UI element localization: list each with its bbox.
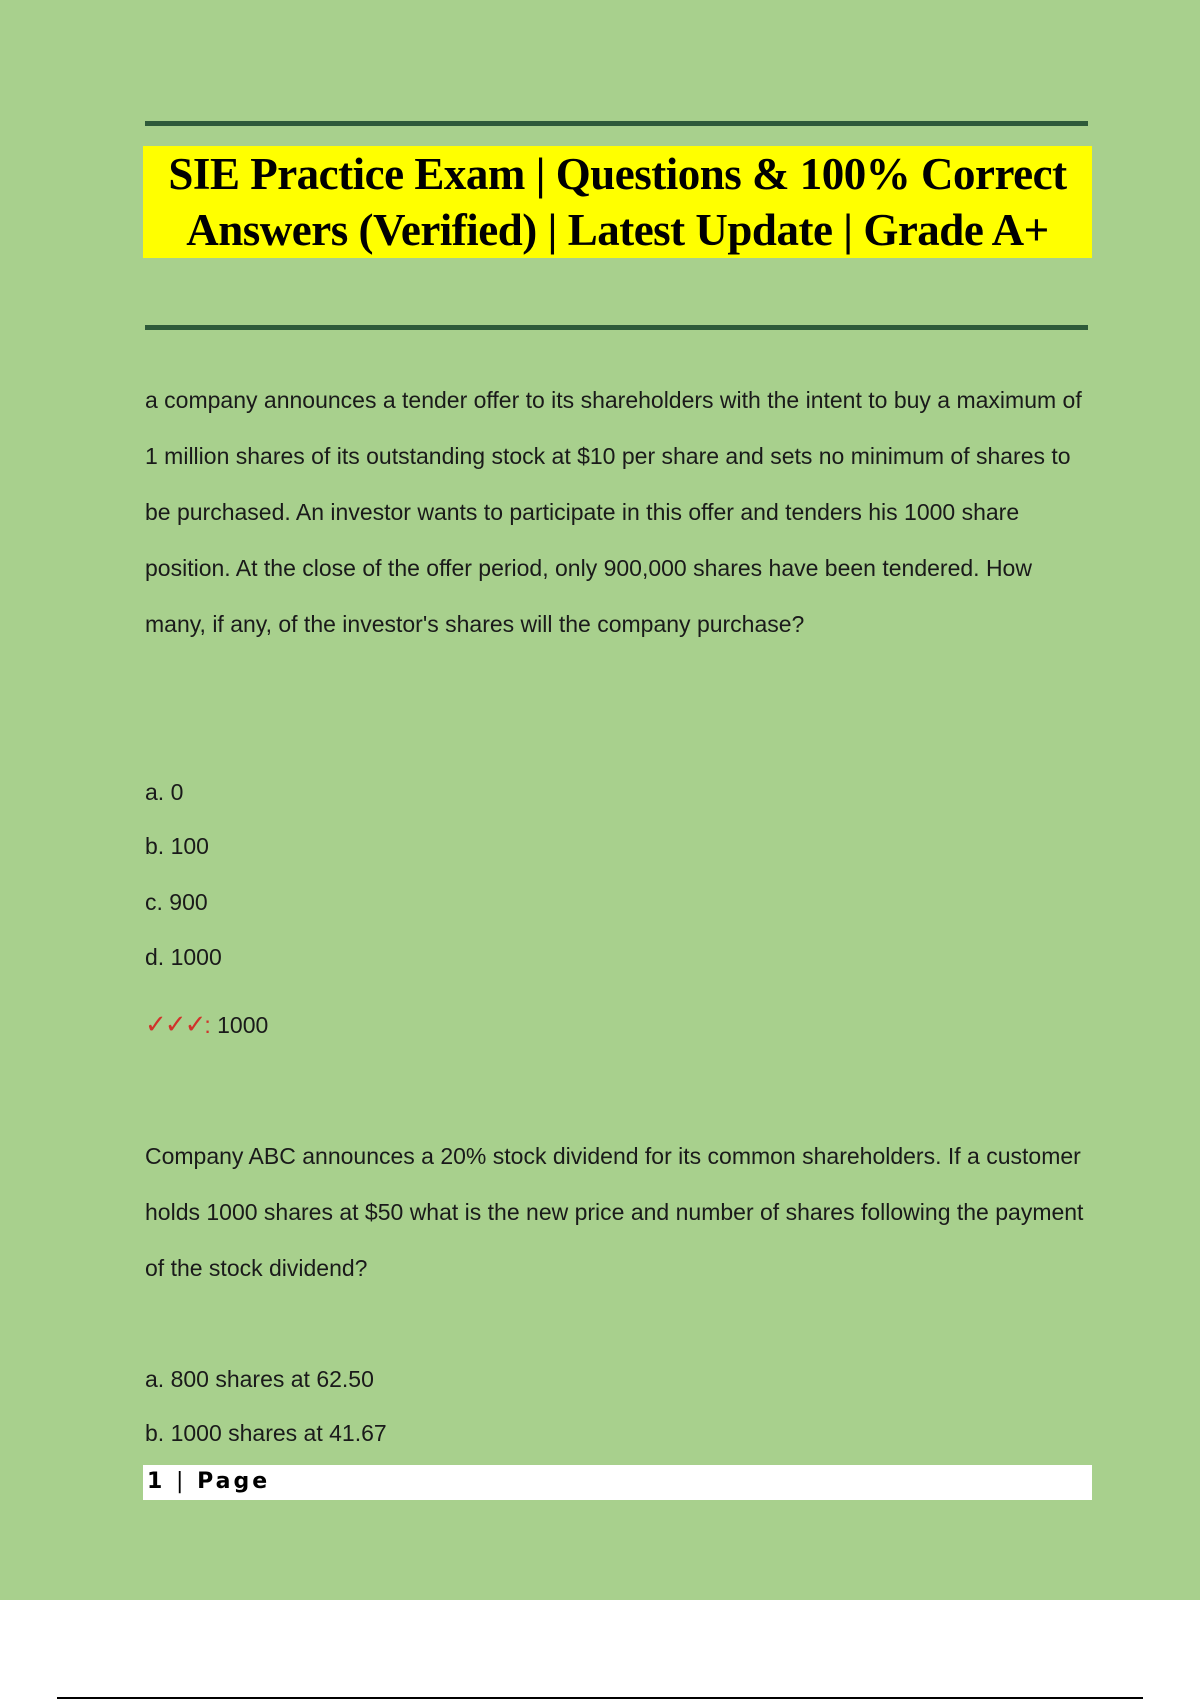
top-divider bbox=[145, 121, 1088, 126]
page-title: SIE Practice Exam | Questions & 100% Correct Answers (Verified) | Latest Update | Grade A+ bbox=[168, 149, 1067, 255]
triple-check-icon: ✓✓✓ bbox=[145, 1009, 205, 1039]
question-1-option-a: a. 0 bbox=[145, 779, 184, 805]
question-1-answer bbox=[145, 1009, 268, 1040]
question-1-option-c: c. 900 bbox=[145, 889, 208, 915]
question-2-option-a: a. 800 shares at 62.50 bbox=[145, 1366, 374, 1392]
question-2-text: Company ABC announces a 20% stock dividend for its common shareholders. If a customer holds 1000 shares at $50 what is the new price and number of shares following the payment of the stock dividend? bbox=[145, 1143, 1084, 1281]
page-footer bbox=[143, 1465, 1092, 1500]
page-number: 1 | Page bbox=[147, 1469, 271, 1494]
question-1-option-b: b. 100 bbox=[145, 833, 209, 859]
answer-value: 1000 bbox=[217, 1012, 269, 1038]
answer-separator: : bbox=[204, 1012, 211, 1038]
question-1-option-d: d. 1000 bbox=[145, 944, 222, 970]
title-banner bbox=[143, 146, 1092, 258]
question-1-text: a company announces a tender offer to its shareholders with the intent to buy a maximum of 1 million shares of its outstanding stock at $10 per share and sets no minimum of shares to be purchased. An investor wants to participate in this offer and tenders his 1000 share position. At the close of the offer period, only 900,000 shares have been tendered. How many, if any, of the investor's shares will the company purchase? bbox=[145, 387, 1082, 637]
title-bottom-divider bbox=[145, 325, 1088, 330]
bottom-rule bbox=[57, 1697, 1143, 1699]
question-2-option-b: b. 1000 shares at 41.67 bbox=[145, 1420, 387, 1446]
